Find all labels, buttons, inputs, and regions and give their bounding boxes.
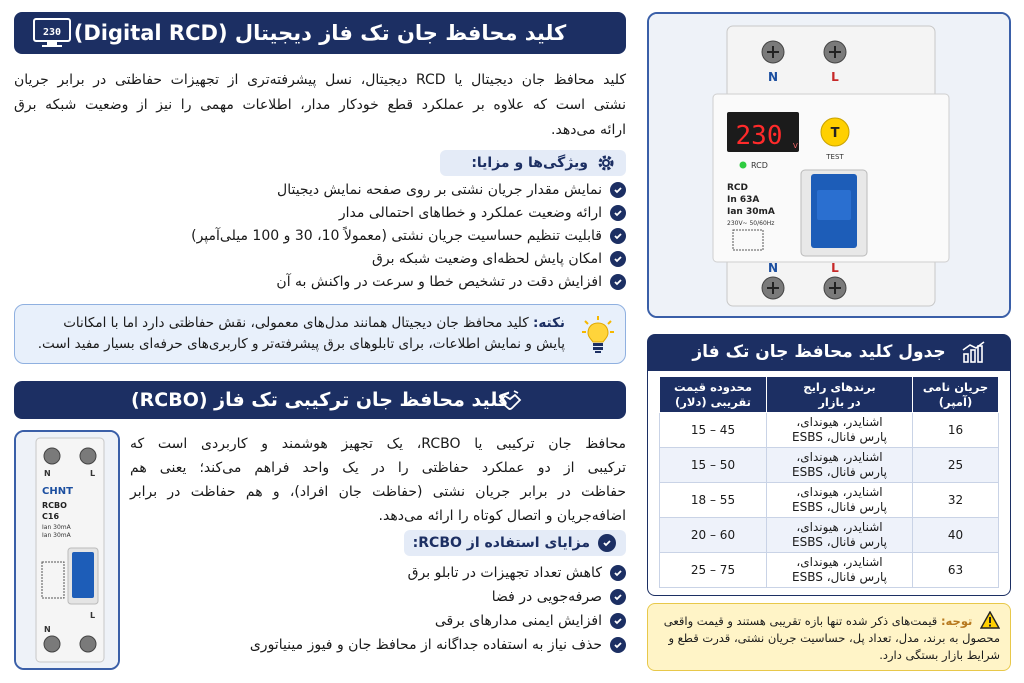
check-icon: [610, 589, 626, 605]
table-row: 16 اشنایدر، هیوندای، پارس فانال، ESBS 15 – 45: [660, 413, 999, 448]
rcbo-benefits-title-pill: [404, 530, 626, 556]
top-n-label: N: [767, 70, 779, 84]
note-box: [14, 304, 626, 364]
table-row: 32 اشنایدر، هیوندای، پارس فانال، ESBS 18 – 55: [660, 483, 999, 518]
rcbo-bottom-l: L: [90, 611, 96, 620]
rcbo-line-1: محافظ جان ترکیبی یا RCBO، یک تجهیز هوشمند و کاربردی است که: [130, 436, 627, 452]
check-icon: [610, 274, 626, 290]
note-line-2: پایش و نمایش اطلاعات، برای تابلوهای برق پیشرفته‌تر و کاربری‌های حرفه‌ای بسیار مفید است.: [37, 336, 565, 352]
features-title-pill: [440, 150, 626, 176]
rcbo-top-n: N: [44, 469, 51, 478]
price-table-container: [647, 370, 1011, 596]
rcd-display-value: 230: [735, 121, 783, 151]
rcd-spec-4: 230V~ 50/60Hz: [727, 220, 775, 227]
col-header-current: جریان نامی (آمپر): [913, 377, 999, 413]
rcbo-spec-1: Ian 30mA: [42, 524, 71, 531]
rcd-spec-2: In 63A: [727, 195, 760, 205]
rcd-spec-3: Ian 30mA: [727, 207, 775, 217]
gear-icon: [596, 153, 616, 173]
handshake-icon: [498, 389, 522, 411]
rcbo-line-4: اضافه‌جریان و اتصال کوتاه را ارائه می‌دهد.: [378, 508, 626, 524]
bottom-n-label: N: [767, 261, 779, 275]
features-title: ویژگی‌ها و مزایا:: [471, 155, 588, 171]
rcbo-bottom-n: N: [44, 625, 51, 634]
bar-chart-icon: [961, 340, 987, 364]
check-icon: [610, 251, 626, 267]
rcbo-line-3: حفاظت در برابر جریان نشتی (حفاظت جان افراد)، و هم حفاظت در برابر: [130, 484, 626, 500]
test-button-letter: T: [830, 126, 840, 141]
caution-label: توجه:: [940, 614, 973, 628]
check-icon: [610, 613, 626, 629]
caution-line-3: شرایط بازار بستگی دارد.: [879, 648, 1000, 662]
main-header: [14, 12, 626, 54]
test-button-label: TEST: [826, 153, 844, 161]
table-row: 40 اشنایدر، هیوندای، پارس فانال، ESBS 20 – 60: [660, 518, 999, 553]
list-item: ارائه وضعیت عملکرد و خطاهای احتمالی مدار: [14, 201, 626, 224]
rcbo-top-l: L: [90, 469, 96, 478]
table-header-row: [660, 377, 999, 413]
warning-icon: [980, 611, 1000, 629]
check-icon: [610, 637, 626, 653]
check-icon: [610, 565, 626, 581]
rcbo-brand: CHNT: [42, 486, 73, 497]
rcbo-device-illustration: [16, 432, 118, 668]
rcbo-title: کلید محافظ جان ترکیبی تک فاز (RCBO): [130, 389, 510, 411]
list-item: کاهش تعداد تجهیزات در تابلو برق: [130, 561, 626, 585]
rcd-indicator-label: RCD: [751, 161, 768, 170]
note-label: نکته:: [532, 315, 565, 331]
lightbulb-icon: [581, 315, 615, 355]
rcbo-paragraph: [130, 432, 626, 528]
rcbo-benefits-title: مزایای استفاده از RCBO:: [412, 535, 590, 551]
intro-line-3: ارائه می‌دهد.: [551, 122, 626, 138]
list-item: حذف نیاز به استفاده جداگانه از محافظ جان و فیوز مینیاتوری: [130, 633, 626, 657]
table-row: 63 اشنایدر، هیوندای، پارس فانال، ESBS 25 – 75: [660, 553, 999, 588]
main-title: کلید محافظ جان تک فاز دیجیتال (Digital RCD): [73, 21, 567, 45]
list-item: قابلیت تنظیم حساسیت جریان نشتی (معمولاً 10، 30 و 100 میلی‌آمپر): [14, 224, 626, 247]
rcbo-device-image: [14, 430, 120, 670]
rcbo-line-2: ترکیبی از دو عملکرد حفاظتی را در یک واحد فراهم می‌کند؛ یعنی هم: [130, 460, 626, 476]
check-icon: [610, 228, 626, 244]
rcbo-header: [14, 381, 626, 419]
col-header-price: محدوده قیمت تقریبی (دلار): [660, 377, 767, 413]
intro-line-1: کلید محافظ جان دیجیتال یا RCD دیجیتال، نسل پیشرفته‌تری از تجهیزات حفاظتی در برابر جریان: [14, 72, 627, 88]
list-item: افزایش ایمنی مدارهای برقی: [130, 609, 626, 633]
rcbo-benefits-list: [130, 561, 626, 657]
list-item: صرفه‌جویی در فضا: [130, 585, 626, 609]
list-item: نمایش مقدار جریان نشتی بر روی صفحه نمایش دیجیتال: [14, 178, 626, 201]
table-title: جدول کلید محافظ جان تک فاز: [692, 342, 946, 362]
caution-line-2: محصول به برند، مدل، تعداد پل، حساسیت جریان نشتی، قدرت قطع و: [668, 631, 1000, 645]
intro-paragraph: [14, 68, 626, 143]
check-icon: [598, 534, 616, 552]
table-row: 25 اشنایدر، هیوندای، پارس فانال، ESBS 15 – 50: [660, 448, 999, 483]
rcd-spec-1: RCD: [727, 183, 749, 193]
monitor-icon: [32, 17, 72, 49]
caution-line-1: قیمت‌های ذکر شده تنها بازه تقریبی هستند و قیمت واقعی: [663, 614, 938, 628]
rcbo-model: RCBO: [42, 501, 67, 510]
rcd-display-unit: V: [793, 142, 798, 150]
monitor-value: 230: [42, 27, 62, 38]
top-l-label: L: [831, 70, 839, 84]
bottom-l-label: L: [831, 261, 839, 275]
features-list: [14, 178, 626, 293]
price-table: [659, 376, 999, 588]
intro-line-2: نشتی است که علاوه بر عملکرد قطع خودکار مدار، اطلاعات مهمی را نیز از وضعیت شبکه برق: [14, 97, 626, 113]
check-icon: [610, 205, 626, 221]
list-item: افزایش دقت در تشخیص خطا و سرعت در واکنش به آن: [14, 270, 626, 293]
rcbo-rating: C16: [42, 512, 60, 521]
note-line-1: کلید محافظ جان دیجیتال همانند مدل‌های معمولی، نقش حفاظتی دارد اما با امکانات: [63, 315, 529, 331]
rcd-device-illustration: [649, 14, 1009, 316]
rcd-device-image: [647, 12, 1011, 318]
caution-box: [647, 603, 1011, 671]
list-item: امکان پایش لحظه‌ای وضعیت شبکه برق: [14, 247, 626, 270]
rcbo-spec-2: Ian 30mA: [42, 532, 71, 539]
col-header-brands: برندهای رایج در بازار: [767, 377, 913, 413]
table-header: [647, 334, 1011, 370]
check-icon: [610, 182, 626, 198]
